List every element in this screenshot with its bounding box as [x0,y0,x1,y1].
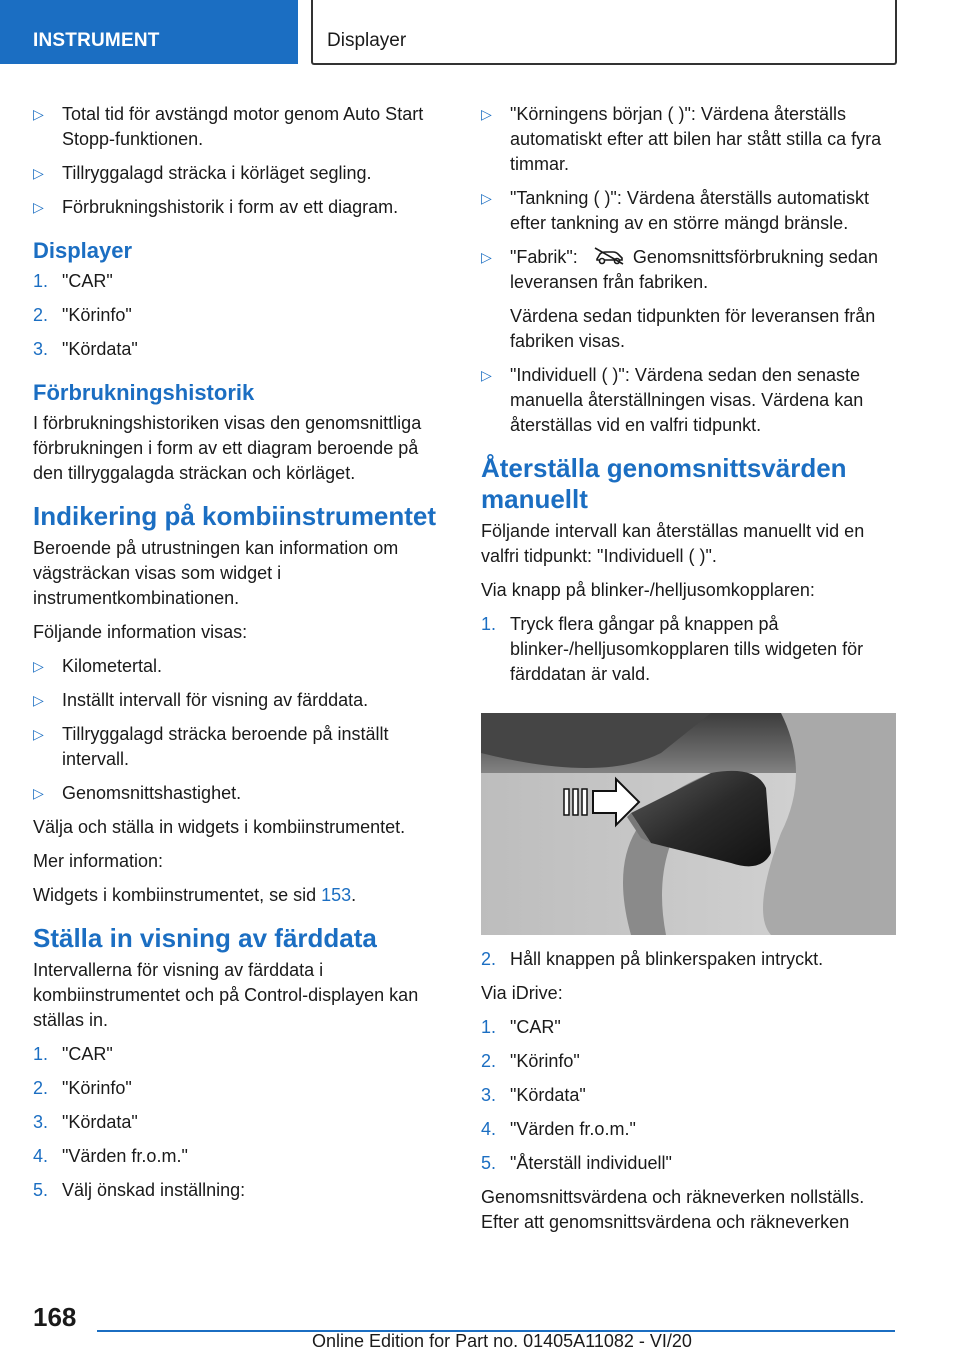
paragraph: Intervallerna för visning av färddata i kombiinstrumentet och på Control-displayen kan ställas in. [33,960,419,1030]
right-column [481,102,896,1244]
step-item: 3. "Kördata" [33,1112,138,1132]
paragraph: Genomsnittsvärdena och räkneverken nollställs. Efter att genomsnittsvärdena och räkneverken [481,1187,865,1232]
page-number: 168 [33,1302,77,1332]
section-heading-visning: Ställa in visning av färddata [33,923,377,953]
section-heading-displayer: Displayer [33,238,133,263]
list-item: ▷ Genomsnittshastighet. [33,781,443,806]
header-subsection-label: Displayer [327,30,407,51]
turn-signal-lever-photo [481,713,896,935]
header-subsection-box [311,0,897,65]
list-item: ▷ Tillryggalagd sträcka i körläget segling. [33,161,443,186]
bullet-triangle-icon: ▷ [33,692,44,708]
section-heading-reset: Återställa genomsnittsvärden manuellt [481,453,847,514]
header-section-tab [0,0,298,64]
section-heading-history: Förbrukningshistorik [33,380,255,405]
paragraph: Widgets i kombiinstrumentet, se sid 153. [33,885,357,905]
factory-car-icon [591,246,627,266]
list-item: ▷ Kilometertal. [33,654,443,679]
bullet-triangle-icon: ▷ [33,658,44,674]
bullet-triangle-icon: ▷ [481,190,492,206]
bullet-triangle-icon: ▷ [33,106,44,122]
paragraph: Beroende på utrustningen kan information om vägsträckan visas som widget i instrumentkombinationen. [33,538,399,608]
bullet-triangle-icon: ▷ [481,106,492,122]
step-item: 3. "Kördata" [33,339,138,359]
bullet-triangle-icon: ▷ [33,199,44,215]
bullet-triangle-icon: ▷ [33,726,44,742]
bullet-triangle-icon: ▷ [481,367,492,383]
step-item: 1. "CAR" [33,1044,113,1064]
paragraph: Välja och ställa in widgets i kombiinstrumentet. [33,817,406,837]
step-item: 2. "Körinfo" [33,1078,132,1098]
step-item: 4. "Värden fr.o.m." [481,1119,636,1139]
step-item: 2. "Körinfo" [33,305,132,325]
header-section-label: INSTRUMENT [33,30,160,51]
step-item: 2. Håll knappen på blinkerspaken intryckt. [481,949,824,969]
list-item: ▷ Förbrukningshistorik i form av ett diagram. [33,195,443,220]
paragraph: Värdena sedan tidpunkten för leveransen från fabriken visas. [510,306,876,351]
paragraph: Följande information visas: [33,622,248,642]
step-item: 1. Tryck flera gångar på knappen på blinker-/helljusomkopplaren tills widgeten för färddatan är vald. [481,614,864,684]
step-item: 5. "Återställ individuell" [481,1153,672,1173]
step-item: 5. Välj önskad inställning: [33,1180,246,1200]
step-item: 4. "Värden fr.o.m." [33,1146,188,1166]
list-item: ▷ "Fabrik": Genomsnittsförbrukning sedan leveransen från fabriken. [481,247,878,292]
page-reference-link[interactable]: 153 [321,885,352,905]
list-item: ▷ Tillryggalagd sträcka beroende på inställt intervall. [33,724,389,769]
list-item: ▷ "Individuell ( )": Värdena sedan den senaste manuella återställningen visas. Värdena kan återställas vid en valfri tidpunkt. [481,365,864,435]
step-item: 1. "CAR" [481,1017,561,1037]
section-heading-kombi: Indikering på kombiinstrumentet [33,501,437,531]
step-item: 1. "CAR" [33,271,113,291]
step-item: 3. "Kördata" [481,1085,586,1105]
left-column [33,102,443,1212]
step-item: 2. "Körinfo" [481,1051,580,1071]
list-item: ▷ "Körningens början ( )": Värdena återställs automatiskt efter att bilen har stått stilla ca fyra timmar. [481,104,882,174]
list-item: ▷ Inställt intervall för visning av färddata. [33,688,443,713]
paragraph: Via knapp på blinker-/helljusomkopplaren: [481,580,815,600]
bullet-triangle-icon: ▷ [33,785,44,801]
list-item: ▷ Total tid för avstängd motor genom Auto Start Stopp-funktionen. [33,104,424,149]
paragraph: Mer information: [33,851,164,871]
bullet-triangle-icon: ▷ [481,249,492,265]
bullet-triangle-icon: ▷ [33,165,44,181]
footer-edition: Online Edition for Part no. 01405A11082 - VI/20 [312,1331,692,1351]
paragraph: Följande intervall kan återställas manuellt vid en valfri tidpunkt: "Individuell ( )". [481,521,865,566]
list-item: ▷ "Tankning ( )": Värdena återställs automatiskt efter tankning av en större mängd bränsle. [481,188,869,233]
paragraph: I förbrukningshistoriken visas den genomsnittliga förbrukningen i form av ett diagram beroende på den tillryggalagda sträckan och körläget. [33,413,422,483]
paragraph: Via iDrive: [481,983,563,1003]
